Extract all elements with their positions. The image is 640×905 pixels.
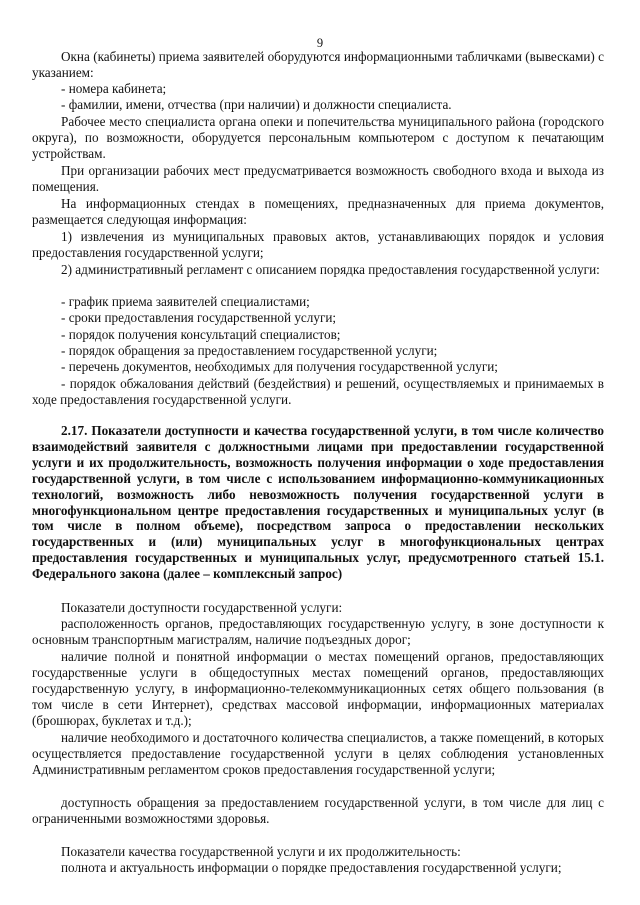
paragraph-free-access: При организации рабочих мест предусматривается возможность свободного входа и выхода из помещения. (32, 163, 604, 194)
paragraph-completeness: полнота и актуальность информации о порядке предоставления государственной услуги; (61, 860, 562, 875)
list-item-regulation: 2) административный регламент с описанием порядка предоставления государственной услуги: (61, 262, 600, 277)
paragraph-info-stands: На информационных стендах в помещениях, предназначенных для приема документов, размещается следующая информация: (32, 196, 604, 227)
paragraph-staff-premises: наличие необходимого и достаточного количества специалистов, а также помещений, в которых осуществляется предоставление государственной услуги в целях соблюдения установленных Административным регламентом сроков предоставления государственной услуги; (32, 730, 604, 777)
list-item-specialist-name: - фамилии, имени, отчества (при наличии) и должности специалиста. (61, 97, 452, 112)
list-item-documents: - перечень документов, необходимых для получения государственной услуги; (61, 359, 498, 374)
paragraph-location: расположенность органов, предоставляющих государственную услугу, в зоне доступности к основным транспортным магистралям, наличие подъездных дорог; (32, 616, 604, 647)
list-item-appeal: - порядок обжалования действий (бездействия) и решений, осуществляемых и принимаемых в ходе предоставления государственной услуги. (32, 376, 604, 407)
list-item-schedule: - график приема заявителей специалистами; (61, 294, 310, 309)
section-heading-2-17: 2.17. Показатели доступности и качества государственной услуги, в том числе количество взаимодействий заявителя с должностными лицами при предоставлении государственной услуги и их продолжительность, возможность получения информации о ходе предоставления государственной услуги, в том числе с использованием информационно-коммуникационных технологий, возможность либо невозможность получения государственной услуги в многофункциональном центре предоставления государственных и муниципальных услуг (в том числе в полном объеме), посредством запроса о предоставлении нескольких государственных и (или) муниципальных услуг в многофункциональных центрах предоставления государственных и муниципальных услуг, предусмотренного статьей 15.1. Федерального закона (далее – комплексный запрос) (32, 423, 604, 582)
list-item-terms: - сроки предоставления государственной услуги; (61, 310, 337, 325)
paragraph-workplace: Рабочее место специалиста органа опеки и попечительства муниципального района (городского округа), по возможности, оборудуется персональным компьютером с доступом к печатающим устройствам. (32, 114, 604, 161)
list-item-municipal-acts: 1) извлечения из муниципальных правовых актов, устанавливающих порядок и условия предоставления государственной услуги; (32, 229, 604, 260)
paragraph-limited-abilities: доступность обращения за предоставлением государственной услуги, в том числе для лиц с ограниченными возможностями здоровья. (32, 795, 604, 826)
paragraph-accessibility-indicators: Показатели доступности государственной услуги: (61, 600, 343, 615)
list-item-application-order: - порядок обращения за предоставлением государственной услуги; (61, 343, 438, 358)
list-item-consultations: - порядок получения консультаций специалистов; (61, 327, 341, 342)
paragraph-windows-signs: Окна (кабинеты) приема заявителей оборудуются информационными табличками (вывесками) с указанием: (32, 49, 604, 80)
list-item-cabinet-number: - номера кабинета; (61, 81, 167, 96)
page-number: 9 (316, 36, 324, 50)
paragraph-quality-indicators: Показатели качества государственной услуги и их продолжительность: (61, 844, 461, 859)
paragraph-information-availability: наличие полной и понятной информации о местах помещений органов, предоставляющих государственные услуги в общедоступных местах помещений органов, предоставляющих государственную услугу, в информационно-телекоммуникационных сетях общего пользования (в том числе в сети Интернет), средствах массовой информации, информационных материалах (брошюрах, буклетах и т.д.); (32, 649, 604, 728)
